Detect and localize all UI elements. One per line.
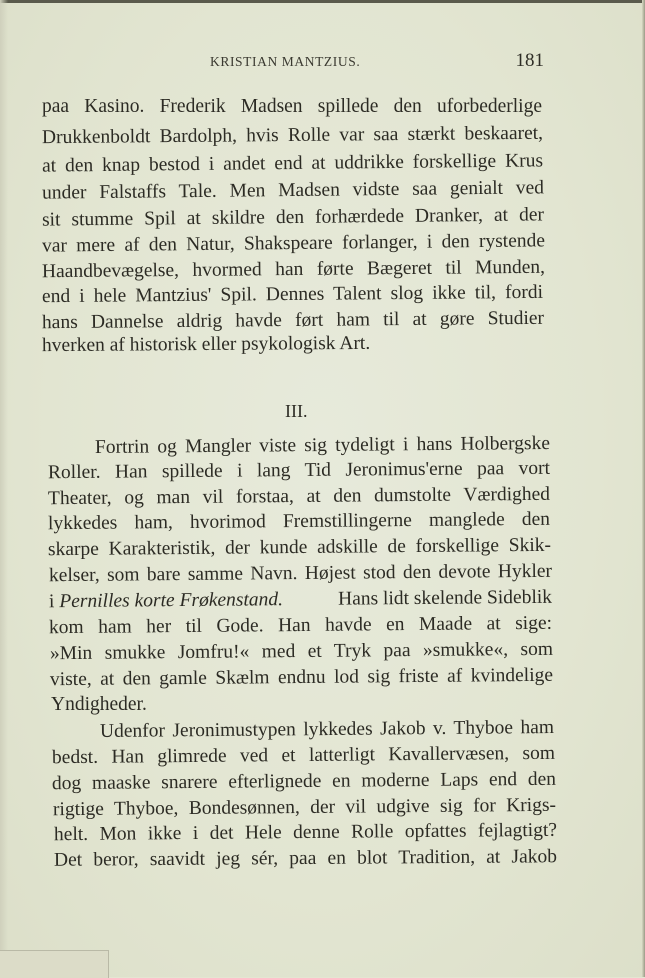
text-fragment: i <box>48 591 60 613</box>
page-top-edge <box>0 0 645 3</box>
text-line: Haandbevægelse, hvormed han førte Bægeret til Munden, <box>41 256 546 283</box>
section-heading: III. <box>285 401 308 421</box>
running-title: KRISTIAN MANTZIUS. <box>210 54 361 69</box>
text-line-with-title <box>49 588 552 612</box>
text-line: hverken af historisk eller psykologisk Art. <box>41 332 371 357</box>
text-line: Drukkenboldt Bardolph, hvis Rolle var saa stærkt beskaaret, <box>41 122 544 149</box>
text-line: at den knap bestod i andet end at uddrikke forskellige Krus <box>41 150 544 177</box>
text-line: Udenfor Jeronimustypen lykkedes Jakob v. Thyboe ham <box>99 717 555 742</box>
text-line: dog maaske snarere efterlignede en moderne Laps end den <box>51 768 557 795</box>
text-line: sit stumme Spil at skildre den forhærdede Dranker, at der <box>41 204 545 231</box>
text-line: rigtige Thyboe, Bondesønnen, der vil udgive sig for Krigs- <box>52 794 557 821</box>
text-line: end i hele Mantzius' Spil. Dennes Talent slog ikke til, fordi <box>41 281 544 308</box>
text-line: kelser, som bare samme Navn. Højest stod den devote Hykler <box>48 560 553 587</box>
text-line: kom ham her til Gode. Han havde en Maade at sige: <box>48 612 553 639</box>
text-line: paa Kasino. Frederik Madsen spillede den uforbederlige <box>42 96 542 117</box>
text-line: helt. Mon ikke i det Hele denne Rolle opfattes fejlagtigt? <box>53 819 558 846</box>
text-fragment: Hans lidt skelende Sideblik <box>328 586 553 610</box>
text-line: Fortrin og Mangler viste sig tydeligt i hans Holbergske <box>94 433 551 458</box>
text-line: Roller. Han spillede i lang Tid Jeronimus'erne paa vort <box>47 457 551 484</box>
underlying-page-stub <box>0 950 109 978</box>
text-line: lykkedes ham, hvorimod Fremstillingerne manglede den <box>47 508 551 535</box>
text-line: viste, at den gamle Skælm endnu lod sig friste af kvindelige <box>49 664 554 691</box>
text-line: Theater, og man vil forstaa, at den dumstolte Værdighed <box>47 483 551 510</box>
page-gutter-shadow <box>0 0 8 977</box>
play-title: Pernilles korte Frøkenstand. <box>59 589 284 613</box>
text-line: Det beror, saavidt jeg sér, paa en blot Tradition, at Jakob <box>53 846 558 871</box>
text-line: skarpe Karakteristik, der kunde adskille de forskellige Skik- <box>47 534 552 561</box>
page-number: 181 <box>515 50 544 71</box>
text-line: »Min smukke Jomfru!« med et Tryk paa »smukke«, som <box>49 638 554 665</box>
text-line: Yndigheder. <box>51 694 147 715</box>
text-line: var mere af den Natur, Shakspeare forlanger, i den rystende <box>41 230 546 257</box>
text-line: under Falstaffs Tale. Men Madsen vidste saa genialt ved <box>41 177 545 204</box>
text-line: hans Dannelse aldrig havde ført ham til at gøre Studier <box>41 307 545 334</box>
running-head <box>42 52 544 74</box>
text-line: bedst. Han glimrede ved et latterligt Kavallervæsen, som <box>51 742 556 769</box>
